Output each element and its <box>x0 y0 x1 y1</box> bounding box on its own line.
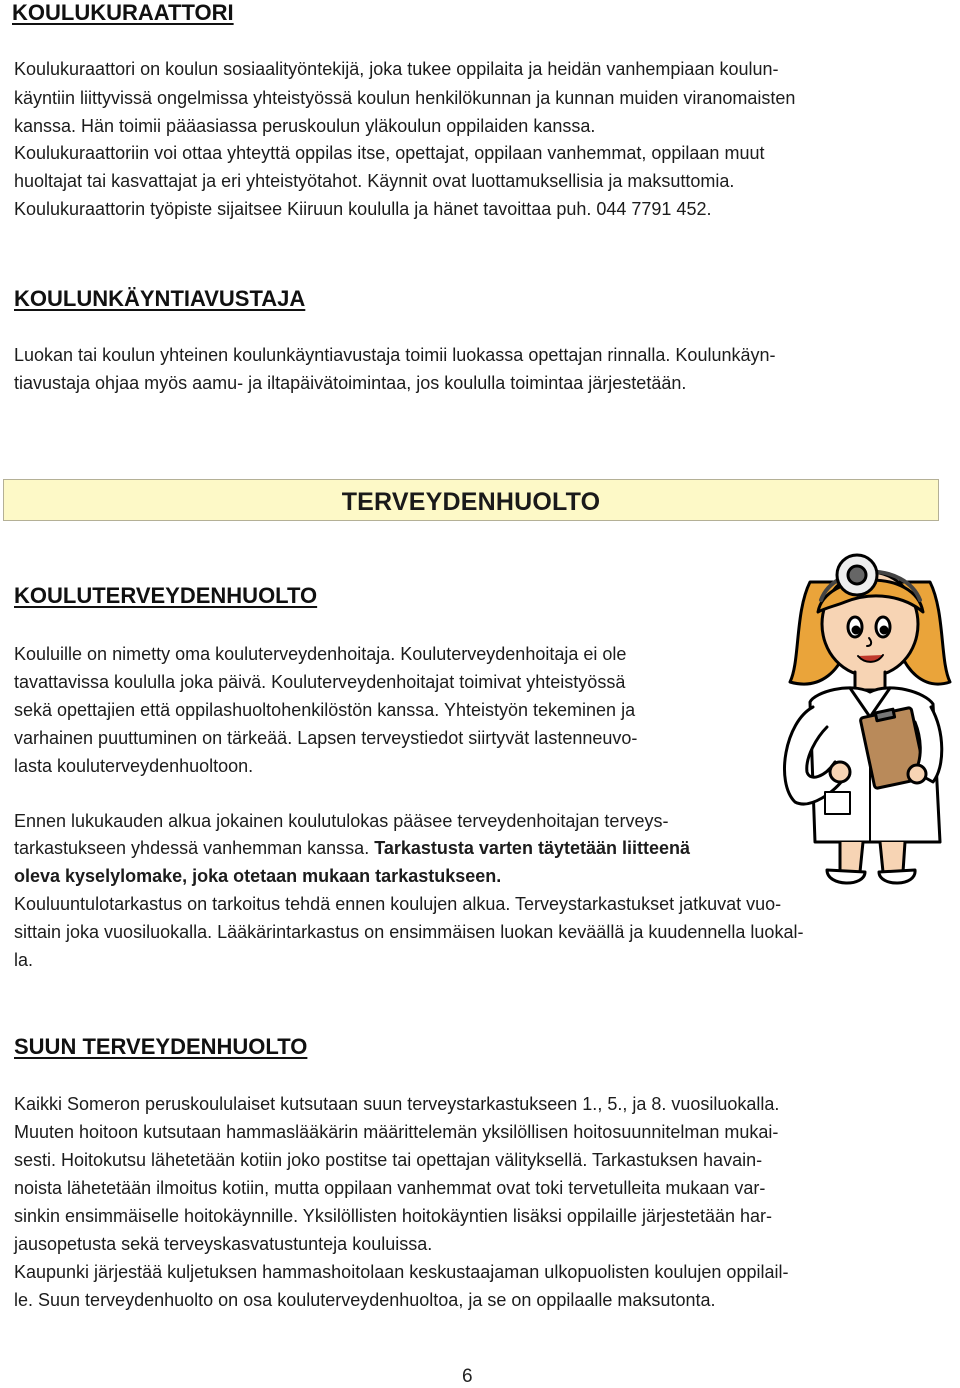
banner-title: TERVEYDENHUOLTO <box>341 488 601 516</box>
text-line: Kouluuntulotarkastus on tarkoitus tehdä ennen koulujen alkua. Terveystarkastukset jatkuvat vuo- <box>14 894 782 914</box>
heading-koulukuraattori: KOULUKURAATTORI <box>12 0 234 25</box>
text-line: varhainen puuttuminen on tärkeää. Lapsen terveystiedot siirtyvät lastenneuvo- <box>14 728 638 748</box>
text-line: sittain joka vuosiluokalla. Lääkärintarkastus on ensimmäisen luokan keväällä ja kuudennella luokal- <box>14 922 804 942</box>
text-line: jausopetusta sekä terveyskasvatustunteja kouluissa. <box>14 1234 433 1254</box>
text-line: Koulukuraattorin työpiste sijaitsee Kiiruun koululla ja hänet tavoittaa puh. 044 7791 452. <box>14 199 712 219</box>
text-line-mixed <box>14 838 690 858</box>
text-line: sinkin ensimmäiselle hoitokäynnille. Yksilöllisten hoitokäyntien lisäksi oppilaille järjestetään har- <box>14 1206 773 1226</box>
page-number: 6 <box>462 1366 473 1387</box>
heading-koulunkayntiavustaja: KOULUNKÄYNTIAVUSTAJA <box>14 286 306 311</box>
text-line: Koulukuraattoriin voi ottaa yhteyttä oppilas itse, opettajat, oppilaan vanhemmat, oppilaan muut <box>14 143 765 163</box>
text-line: Ennen lukukauden alkua jokainen koulutulokas pääsee terveydenhoitajan terveys- <box>14 811 669 831</box>
text-line: sekä opettajien että oppilashuoltohenkilöstön kanssa. Yhteistyön tekeminen ja <box>14 700 636 720</box>
text-bold: Tarkastusta varten täytetään liitteenä <box>374 838 690 858</box>
text-line: noista lähetetään ilmoitus kotiin, mutta oppilaan vanhemmat ovat toki tervetulleita mukaan var- <box>14 1178 766 1198</box>
text-line: Luokan tai koulun yhteinen koulunkäyntiavustaja toimii luokassa opettajan rinnalla. Koulunkäyn- <box>14 345 776 365</box>
text-line: huoltajat tai kasvattajat ja eri yhteistyötahot. Käynnit ovat luottamuksellisia ja maksuttomia. <box>14 171 735 191</box>
heading-kouluterveydenhuolto: KOULUTERVEYDENHUOLTO <box>14 583 318 608</box>
text-line: Kaikki Someron peruskoululaiset kutsutaan suun terveystarkastukseen 1., 5., ja 8. vuosiluokalla. <box>14 1094 780 1114</box>
text-plain: tarkastukseen yhdessä vanhemman kanssa. <box>14 838 375 858</box>
text-line: tiavustaja ohjaa myös aamu- ja iltapäivätoimintaa, jos koululla toimintaa järjestetään. <box>14 373 687 393</box>
text-line-bold <box>14 866 501 886</box>
text-line: tavattavissa koululla joka päivä. Kouluterveydenhoitajat toimivat yhteistyössä <box>14 672 626 692</box>
text-line: Muuten hoitoon kutsutaan hammaslääkärin määrittelemän yksilöllisen hoitosuunnitelman mukai- <box>14 1122 779 1142</box>
text-line: käyntiin liittyvissä ongelmissa yhteistyössä koulun henkilökunnan ja kunnan muiden viranomaisten <box>14 88 796 108</box>
heading-suun-terveydenhuolto: SUUN TERVEYDENHUOLTO <box>14 1034 308 1059</box>
text-line: sesti. Hoitokutsu lähetetään kotiin joko postitse tai opettajan välityksellä. Tarkastuksen havain- <box>14 1150 763 1170</box>
text-line: le. Suun terveydenhuolto on osa kouluterveydenhuoltoa, ja se on oppilaalle maksutonta. <box>14 1290 716 1310</box>
nurse-illustration-icon <box>755 542 960 897</box>
text-line: Koulukuraattori on koulun sosiaalityöntekijä, joka tukee oppilaita ja heidän vanhempiaan koulun- <box>14 59 779 79</box>
text-line: kanssa. Hän toimii pääasiassa peruskoulun yläkoulun oppilaiden kanssa. <box>14 116 596 136</box>
text-line: la. <box>14 950 34 970</box>
text-line: Kaupunki järjestää kuljetuksen hammashoitolaan keskustaajaman ulkopuolisten koulujen oppilail- <box>14 1262 789 1282</box>
text-line: lasta kouluterveydenhuoltoon. <box>14 756 254 776</box>
text-bold: oleva kyselylomake, joka otetaan mukaan tarkastukseen. <box>14 866 502 886</box>
text-line: Kouluille on nimetty oma kouluterveydenhoitaja. Kouluterveydenhoitaja ei ole <box>14 644 627 664</box>
section-banner <box>3 479 939 521</box>
